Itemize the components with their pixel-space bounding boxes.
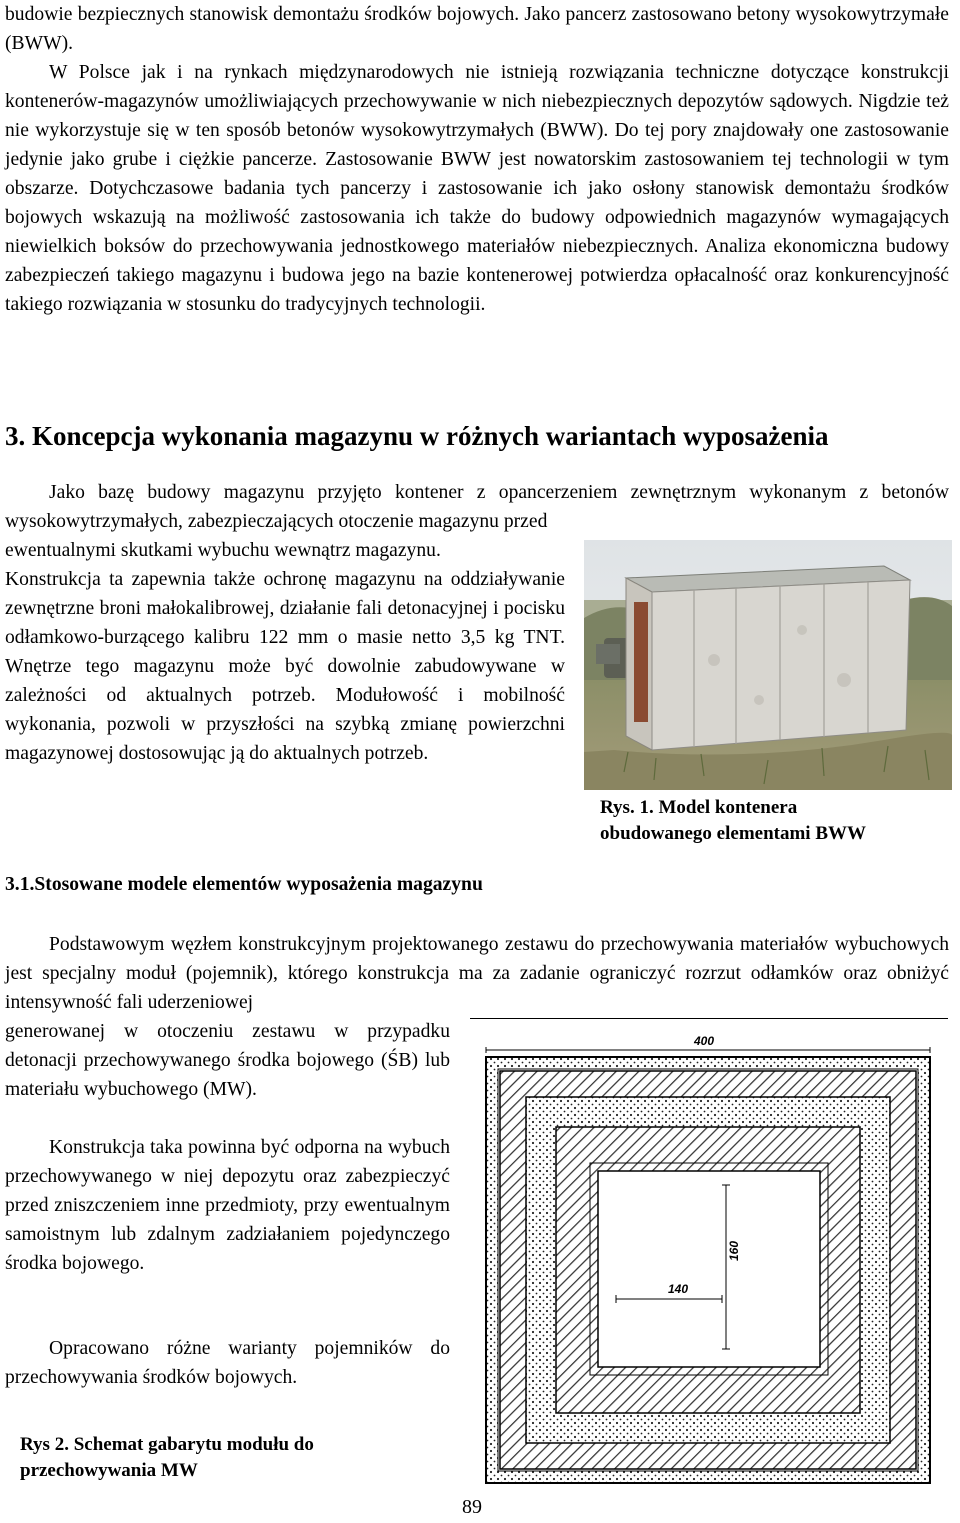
outer-dimension-label: 400 [693,1034,715,1048]
container-photo [584,540,952,790]
figure-1-caption-line-1: Rys. 1. Model kontenera [600,797,798,818]
section-3-heading: 3. Koncepcja wykonania magazynu w różnych wariantach wyposażenia [5,421,829,451]
intro-paragraph-2: W Polsce jak i na rynkach międzynarodowych nie istnieją rozwiązania techniczne dotyczące konstrukcji kontenerów-magazynów umożliwiających przechowywanie w nich niebezpiecznych depozytów sądowych. Nigdzie też nie wykorzystuje się w ten sposób betonów wysokowytrzymałych (BWW). Do tej pory znajdowały one zastosowanie jedynie jako grube i ciężkie pancerze. Zastosowanie BWW jest nowatorskim zastosowaniem tej technologii w tym obszarze. Dotychczasowe badania tych pancerzy i zastosowanie ich jako osłony stanowisk demontażu środków bojowych wskazują na możliwość zastosowania ich także do budowy odpowiednich magazynów wymagających niewielkich boksów do przechowywania jednostkowego materiałów niebezpiecznych. Analiza ekonomiczna budowy zabezpieczeń takiego magazynu i budowa jego na bazie kontenerowej potwierdza opłacalność oraz konkurencyjność takiego rozwiązania w stosunku do tradycyjnych technologii. [5,62,949,315]
figure-1-caption-line-2: obudowanego elementami BWW [600,823,866,844]
module-schematic-drawing [468,1015,948,1485]
section-3-paragraph-1-end: ewentualnymi skutkami wybuchu wewnątrz magazynu. [5,540,441,561]
section-3-1-paragraph-2: Konstrukcja taka powinna być odporna na wybuch przechowywanego w niej depozytu oraz zabezpieczyć przed zniszczeniem inne przedmioty, przy ewentualnym samoistnym lub zdalnym zadziałaniem pojedynczego środka bojowego. [5,1137,450,1274]
figure-2-caption-line-1: Rys 2. Schemat gabarytu modułu do [20,1434,314,1455]
section-3-1-heading: 3.1.Stosowane modele elementów wyposażenia magazynu [5,874,483,895]
section-3-paragraph-2: Konstrukcja ta zapewnia także ochronę magazynu na oddziaływanie zewnętrzne broni małokalibrowej, działanie fali detonacyjnej i pocisku odłamkowo-burzącego kalibru 122 mm o masie netto 3,5 kg TNT. Wnętrze tego magazynu może być dowolnie zabudowywane w zależności od aktualnych potrzeb. Modułowość i mobilność wykonania, pozwoli w przyszłości na szybką zmianę powierzchni magazynowej dostosowując ją do aktualnych potrzeb. [5,569,565,764]
page-number: 89 [462,1496,482,1518]
section-3-1-paragraph-1-rest: generowanej w otoczeniu zestawu w przypadku detonacji przechowywanego środka bojowego (ŚB) lub materiału wybuchowego (MW). [5,1021,450,1100]
section-3-1-paragraph-1: Podstawowym węzłem konstrukcyjnym projektowanego zestawu do przechowywania materiałów wybuchowych jest specjalny moduł (pojemnik), którego konstrukcja ma za zadanie ograniczyć rozrzut odłamków oraz obniżyć intensywność fali uderzeniowej [5,934,949,1013]
inner-height-label: 160 [727,1240,741,1262]
intro-paragraph-1: budowie bezpiecznych stanowisk demontażu środków bojowych. Jako pancerz zastosowano betony wysokowytrzymałe (BWW). [5,4,949,54]
section-3-paragraph-1: Jako bazę budowy magazynu przyjęto kontener z opancerzeniem zewnętrznym wykonanym z betonów wysokowytrzymałych, zabezpieczających otoczenie magazynu przed [5,482,949,532]
section-3-1-paragraph-3: Opracowano różne warianty pojemników do przechowywania środków bojowych. [5,1338,450,1388]
inner-width-label: 140 [667,1282,689,1296]
figure-2-caption-line-2: przechowywania MW [20,1460,198,1481]
